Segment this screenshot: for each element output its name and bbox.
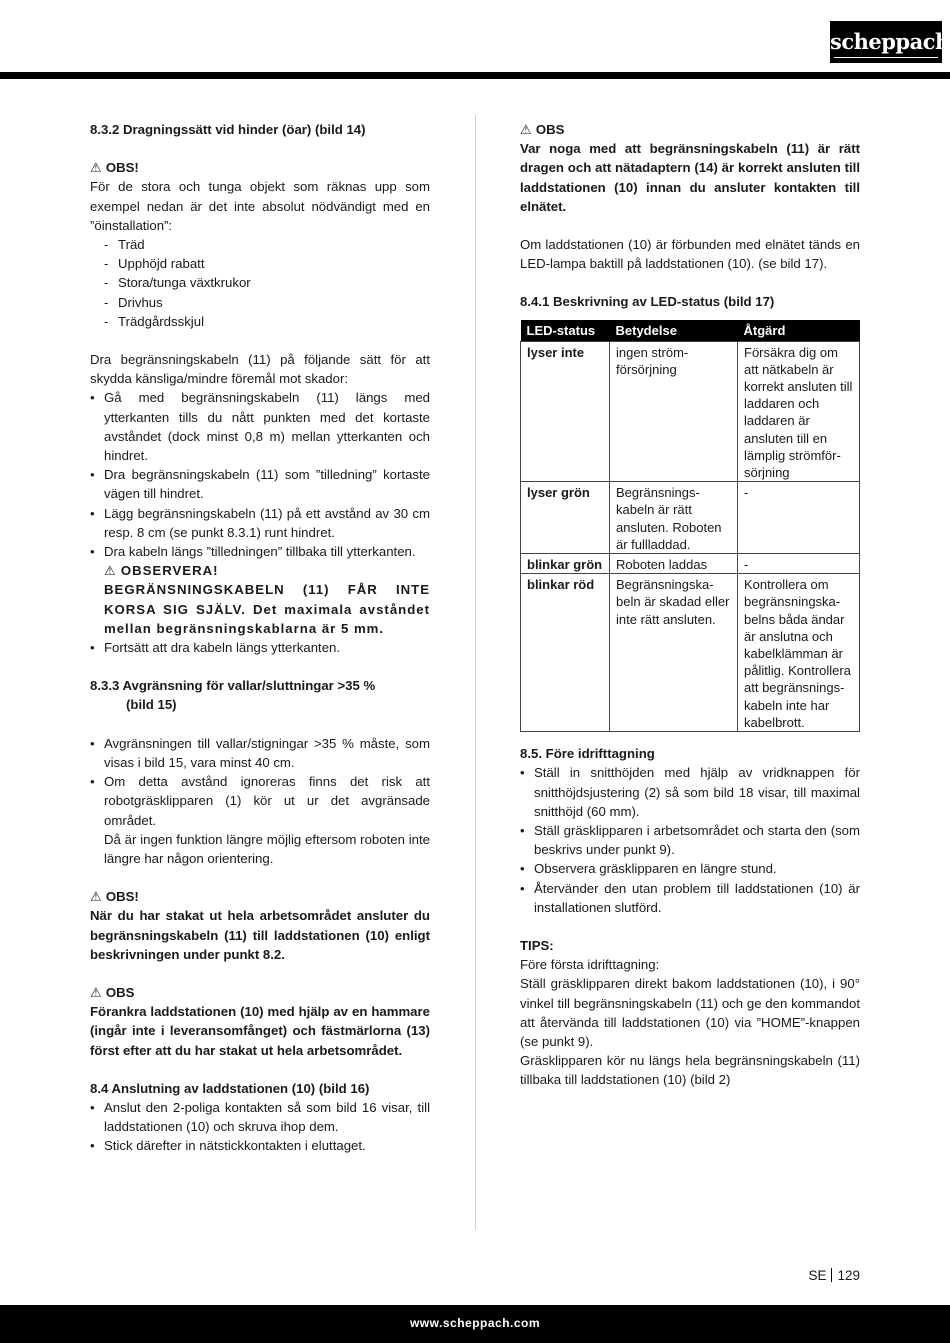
table-cell: lyser inte <box>521 341 610 482</box>
obs-note-2-text: När du har stakat ut hela arbetsområdet ansluter du begränsningskabeln (11) till laddstationen (10) enligt beskrivningen under punkt 8.2. <box>90 908 430 962</box>
list-item: - Upphöjd rabatt <box>90 254 430 273</box>
obstacle-list <box>90 235 430 331</box>
obs-note-3-text: Förankra laddstationen (10) med hjälp av en hammare (ingår inte i leveransomfånget) och fästmärlorna (13) först efter att du har stakat ut hela arbetsområdet. <box>90 1004 430 1058</box>
table-row <box>521 341 860 482</box>
table-cell: - <box>738 482 860 554</box>
list-item: • Lägg begränsningskabeln (11) på ett avstånd av 30 cm resp. 8 cm (se punkt 8.3.1) runt hindret. <box>90 504 430 542</box>
heading-8-5: 8.5. Före idrifttagning <box>520 746 655 762</box>
obs-note-right: ⚠ OBS <box>520 120 860 139</box>
heading-8-3-3: 8.3.3 Avgränsning för vallar/sluttningar >35 % <box>90 678 376 694</box>
warning-icon: ⚠ <box>104 563 117 579</box>
footer-bar <box>0 1305 950 1343</box>
website-link[interactable]: www.scheppach.com <box>409 1316 541 1330</box>
list-item: - Träd <box>90 235 430 254</box>
heading-8-3-3-ref: (bild 15) <box>126 697 177 713</box>
paragraph: Om laddstationen (10) är förbunden med elnätet tänds en LED-lampa baktill på laddstationen (10). (se bild 17). <box>520 237 860 272</box>
table-cell: Begränsningskabeln är skadad eller inte rätt ansluten. <box>610 574 738 732</box>
page-num: 129 <box>837 1268 860 1283</box>
col-header-led-status: LED-status <box>521 320 610 342</box>
tips-line: Ställ gräsklipparen direkt bakom laddstationen (10), i 90° vinkel till begränsningskabeln (11) och ge den kommandot att återvända till laddstationen (10) via ”HOME”-knappen (se punkt 9). <box>520 976 860 1049</box>
table-cell: lyser grön <box>521 482 610 554</box>
right-column <box>520 120 860 1090</box>
list-item: • Ställ in snitthöjden med hjälp av vridknappen för snitthöjdsjustering (2) så som bild 18 visar, till maximal snitthöjd (60 mm). <box>520 763 860 821</box>
observera-warning: ⚠ OBSERVERA! <box>104 563 219 579</box>
warning-icon: ⚠ <box>90 160 102 176</box>
steps-833-list <box>90 734 430 830</box>
list-item: • Dra kabeln längs ”tilledningen” tillbaka till ytterkanten. <box>90 542 430 561</box>
table-cell: Kontrollera om begränsningskabelns båda ändar är anslutna och kabelklämman är pålitlig. Kontrollera att begränsningskabeln inte har kabelbrott. <box>738 574 860 732</box>
table-cell: blinkar röd <box>521 574 610 732</box>
header-rule <box>0 72 950 79</box>
heading-8-3-2: 8.3.2 Dragningssätt vid hinder (öar) (bild 14) <box>90 122 366 137</box>
steps-84-list <box>90 1098 430 1156</box>
warning-icon: ⚠ <box>520 122 532 137</box>
table-row <box>521 554 860 574</box>
obs-note-right-text: Var noga med att begränsningskabeln (11) är rätt dragen och att nätadaptern (14) är korrekt ansluten till laddstationen (10) innan du ansluter kontakten till elnätet. <box>520 141 860 214</box>
led-status-table <box>520 320 860 732</box>
language-code: SE <box>808 1268 827 1283</box>
warning-icon: ⚠ <box>90 984 102 1000</box>
table-row <box>521 482 860 554</box>
table-cell: Försäkra dig om att nätkabeln är korrekt ansluten till laddaren och laddaren är ansluten till en lämplig strömförsörjning <box>738 341 860 482</box>
steps-list-end <box>90 638 430 657</box>
paragraph: Dra begränsningskabeln (11) på följande sätt för att skydda känsliga/mindre föremål mot skador: <box>90 352 430 387</box>
obs-note-2: ⚠ OBS! <box>90 887 430 906</box>
tips-line: Före första idrifttagning: <box>520 957 660 973</box>
table-cell: Begränsningskabeln är rätt ansluten. Roboten är fullladdad. <box>610 482 738 554</box>
warning-icon: ⚠ <box>90 889 102 905</box>
list-item: - Trädgårdsskjul <box>90 312 430 331</box>
table-row <box>521 574 860 732</box>
separator <box>831 1268 832 1282</box>
steps-list <box>90 388 430 561</box>
tips-line: Gräsklipparen kör nu längs hela begränsningskabeln (11) tillbaka till laddstationen (10) (bild 2) <box>520 1053 860 1088</box>
left-column <box>90 120 430 1156</box>
col-header-meaning: Betydelse <box>610 320 738 342</box>
obs-note-3: ⚠ OBS <box>90 983 430 1002</box>
list-item: • Dra begränsningskabeln (11) som ”tilledning” kortaste vägen till hindret. <box>90 465 430 503</box>
list-item: • Stick därefter in nätstickkontakten i eluttaget. <box>90 1136 430 1155</box>
tips-title: TIPS: <box>520 937 554 953</box>
table-cell: blinkar grön <box>521 554 610 574</box>
list-item: • Ställ gräsklipparen i arbetsområdet och starta den (som beskrivs under punkt 9). <box>520 821 860 859</box>
obs-note-1: ⚠ OBS! <box>90 158 430 177</box>
list-item: • Återvänder den utan problem till laddstationen (10) är installationen slutförd. <box>520 879 860 917</box>
list-item: • Anslut den 2-poliga kontakten så som bild 16 visar, till laddstationen (10) och skruva ihop dem. <box>90 1098 430 1136</box>
page-number <box>808 1266 860 1285</box>
list-item: - Drivhus <box>90 293 430 312</box>
observera-text: BEGRÄNSNINGSKABELN (11) FÅR INTE KORSA SIG SJÄLV. Det maximala avståndet mellan begränsningskablarna är 5 mm. <box>104 582 430 636</box>
table-cell: Roboten laddas <box>610 554 738 574</box>
column-divider <box>475 115 476 1230</box>
heading-8-4-1: 8.4.1 Beskrivning av LED-status (bild 17) <box>520 294 775 310</box>
table-cell: ingen strömförsörjning <box>610 341 738 482</box>
scheppach-logo: scheppach <box>830 21 942 63</box>
list-item: • Gå med begränsningskabeln (11) längs med ytterkanten tills du nått punkten med det kortaste avståndet (dock minst 0,8 m) mellan ytterkanten och hindret. <box>90 388 430 465</box>
list-item: • Observera gräsklipparen en längre stund. <box>520 859 860 878</box>
list-item: • Om detta avstånd ignoreras finns det risk att robotgräsklipparen (1) kör ut ur det avgränsade området. <box>90 772 430 830</box>
paragraph: Då är ingen funktion längre möjlig eftersom roboten inte längre har någon orientering. <box>104 831 430 866</box>
heading-8-4: 8.4 Anslutning av laddstationen (10) (bild 16) <box>90 1080 370 1096</box>
list-item: • Avgränsningen till vallar/stigningar >35 % måste, som visas i bild 15, vara minst 40 cm. <box>90 734 430 772</box>
obs-note-1-text: För de stora och tunga objekt som räknas upp som exempel nedan är det inte absolut nödvändigt med en ”öinstallation”: <box>90 179 430 233</box>
table-cell: - <box>738 554 860 574</box>
steps-85-list <box>520 763 860 917</box>
list-item: • Fortsätt att dra kabeln längs ytterkanten. <box>90 638 430 657</box>
list-item: - Stora/tunga växtkrukor <box>90 273 430 292</box>
table-header-row <box>521 320 860 342</box>
col-header-action: Åtgärd <box>738 320 860 342</box>
